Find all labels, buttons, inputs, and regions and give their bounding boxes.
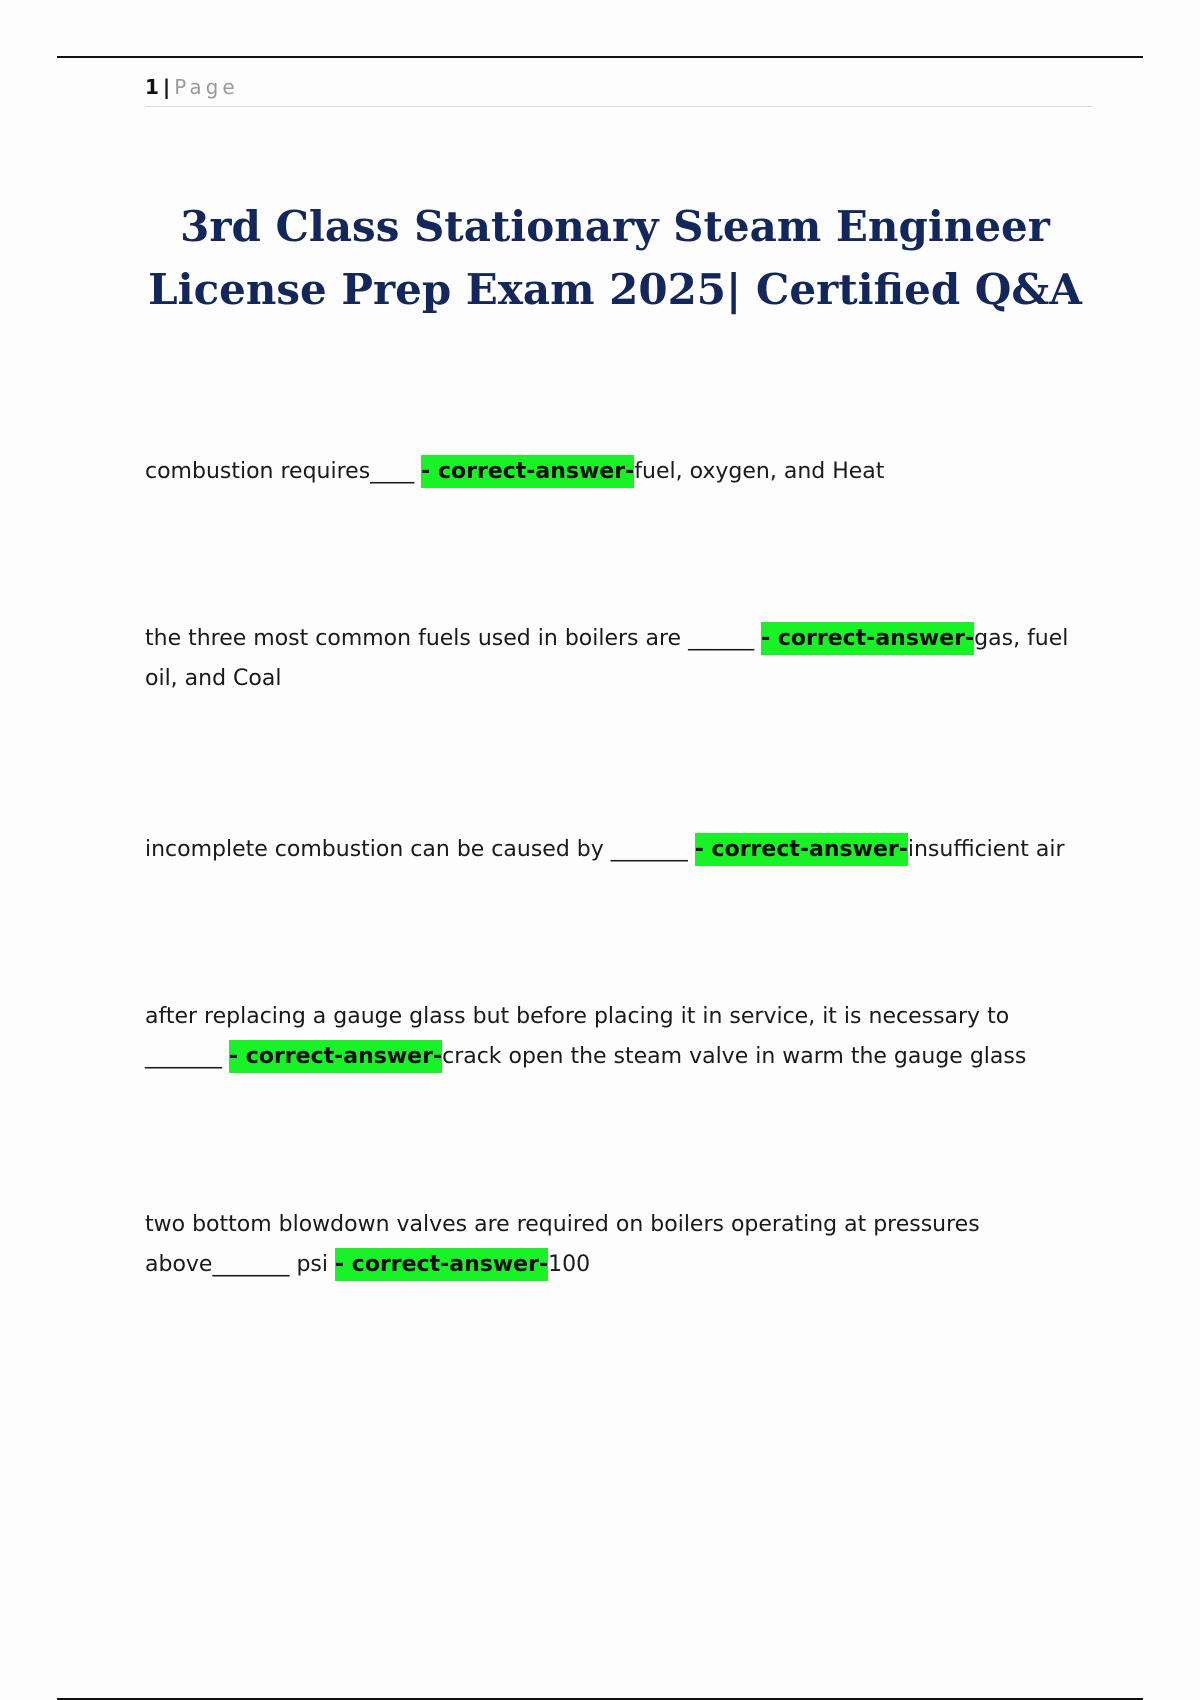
page-number: 1: [145, 75, 159, 99]
question-text: combustion requires____: [145, 459, 415, 484]
correct-answer-marker: - correct-answer-: [421, 455, 634, 488]
page-header: [145, 74, 1092, 107]
top-rule: [57, 56, 1143, 58]
qa-item-1: [145, 452, 1090, 492]
page-separator: |: [162, 75, 171, 99]
question-text: incomplete combustion can be caused by _______: [145, 837, 688, 862]
document-title: [120, 195, 1110, 321]
qa-item-2: [145, 619, 1090, 699]
question-text: two bottom blowdown valves are required on boilers operating at pressures above_______ psi: [145, 1212, 980, 1277]
answer-text: insufficient air: [907, 837, 1065, 862]
qa-item-3: [145, 830, 1090, 870]
correct-answer-marker: - correct-answer-: [335, 1248, 548, 1281]
question-text: after replacing a gauge glass but before placing it in service, it is necessary to _______: [145, 1004, 1010, 1069]
question-text: the three most common fuels used in boilers are ______: [145, 626, 755, 651]
correct-answer-marker: - correct-answer-: [695, 833, 908, 866]
title-line-1: 3rd Class Stationary Steam Engineer: [180, 202, 1050, 251]
qa-item-5: [145, 1205, 1090, 1285]
qa-item-4: [145, 997, 1090, 1077]
answer-text: fuel, oxygen, and Heat: [634, 459, 885, 484]
title-line-2: License Prep Exam 2025| Certified Q&A: [148, 265, 1082, 314]
answer-text: 100: [548, 1252, 591, 1277]
answer-text: crack open the steam valve in warm the gauge glass: [442, 1044, 1027, 1069]
page-label: Page: [174, 75, 239, 99]
correct-answer-marker: - correct-answer-: [761, 622, 974, 655]
answer-text: gas, fuel oil, and Coal: [145, 626, 1069, 691]
correct-answer-marker: - correct-answer-: [229, 1040, 442, 1073]
